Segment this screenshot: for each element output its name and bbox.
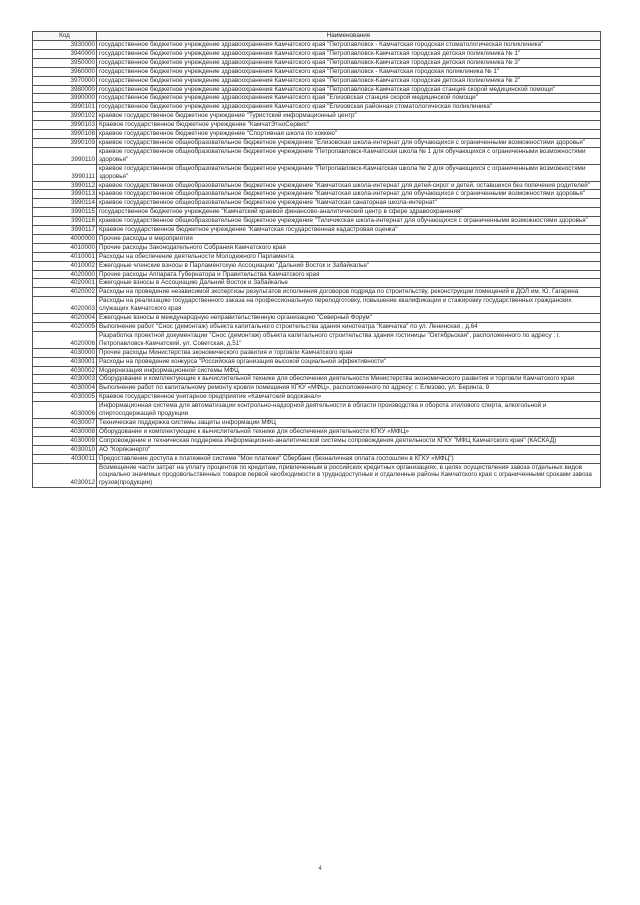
- row-code: 3970000: [33, 76, 97, 85]
- row-name: краевое государственное общеобразовательное бюджетное учреждение "Петропавловск-Камчатская школа № 2 для обучающихся с ограниченными возможностями здоровья": [97, 164, 601, 181]
- row-code: 4030000: [33, 348, 97, 357]
- table-row: [33, 366, 601, 375]
- table-row: [33, 103, 601, 112]
- table-row: [33, 384, 601, 393]
- row-name: краевое государственное общеобразовательное бюджетное учреждение "Камчатская школа-интернат для детей-сирот и детей, оставшихся без попечения родителей": [97, 181, 601, 190]
- row-code: 3990108: [33, 130, 97, 139]
- table-row: [33, 164, 601, 181]
- row-name: краевое государственное общеобразовательное бюджетное учреждение "Тиличикская школа-интернат для обучающихся с ограниченными возможностями здоровья": [97, 217, 601, 226]
- table-row: [33, 252, 601, 261]
- table-row: [33, 41, 601, 50]
- row-name: государственное бюджетное учреждение здравоохранения Камчатского края "Петропавловск-Камчатская городская детская поликлиника № 3": [97, 58, 601, 67]
- row-code: 3990103: [33, 121, 97, 130]
- row-code: 4030005: [33, 393, 97, 402]
- row-name: Техническая поддержка системы защиты информации МФЦ: [97, 418, 601, 427]
- row-code: 3990113: [33, 190, 97, 199]
- table-row: [33, 418, 601, 427]
- table-row: [33, 234, 601, 243]
- row-name: Краевое государственное унитарное предприятие «Камчатский водоканал»: [97, 393, 601, 402]
- row-code: 4030003: [33, 375, 97, 384]
- table-row: [33, 279, 601, 288]
- table-row: [33, 323, 601, 332]
- row-name: Разработка проектной документации "Снос (демонтаж) объекта капитального строительства здания гостиницы "Октябрьская", расположенного по адресу : г. Петропавловск-Камчатский, ул. Советская, д.51": [97, 331, 601, 348]
- row-name: краевое государственное бюджетное учреждение "Туристский информационный центр": [97, 112, 601, 121]
- row-code: 4020004: [33, 314, 97, 323]
- row-code: 3960000: [33, 67, 97, 76]
- row-name: Расходы на обеспечение деятельности Молодежного Парламента: [97, 252, 601, 261]
- table-row: [33, 94, 601, 103]
- row-code: 4030010: [33, 445, 97, 454]
- table-row: [33, 463, 601, 488]
- row-name: Прочие расходы Законодательного Собрания Камчатского края: [97, 243, 601, 252]
- document-sheet: [32, 31, 600, 488]
- row-code: 4030008: [33, 427, 97, 436]
- table-row: [33, 226, 601, 235]
- table-row: [33, 402, 601, 419]
- row-name: Ежегодные взносы в международную неправительственную организацию "Северный Форум": [97, 314, 601, 323]
- row-code: 3990109: [33, 138, 97, 147]
- table-row: [33, 261, 601, 270]
- table-row: [33, 85, 601, 94]
- table-body: [33, 41, 601, 488]
- row-code: 4020002: [33, 288, 97, 297]
- table-row: [33, 297, 601, 314]
- table-row: [33, 199, 601, 208]
- table-row: [33, 436, 601, 445]
- table-row: [33, 348, 601, 357]
- table-row: [33, 445, 601, 454]
- row-code: 3990000: [33, 94, 97, 103]
- table-row: [33, 112, 601, 121]
- row-name: Предоставление доступа к платежной системе "Мои платежи" Сбербанк (безналичная оплата госпошлин в КГКУ «МФЦ"): [97, 454, 601, 463]
- row-name: государственное бюджетное учреждение здравоохранения Камчатского края "Петропавловск - Камчатская городская поликлиника № 1": [97, 67, 601, 76]
- row-name: государственное бюджетное учреждение здравоохранения Камчатского края "Петропавловск-Камчатская городская детская поликлиника № 2": [97, 76, 601, 85]
- row-name: Прочие расходы Аппарата Губернатора и Правительства Камчатского края: [97, 270, 601, 279]
- row-name: краевое государственное общеобразовательное бюджетное учреждение "Камчатская школа-интернат для обучающихся с ограниченными возможностями здоровья": [97, 190, 601, 199]
- table-row: [33, 288, 601, 297]
- page-number: 4: [318, 866, 322, 872]
- row-name: краевое государственное общеобразовательное бюджетное учреждение "Петропавловск-Камчатская школа № 1 для обучающихся с ограниченными возможностями здоровья": [97, 147, 601, 164]
- row-code: 3990116: [33, 217, 97, 226]
- table-row: [33, 375, 601, 384]
- row-code: 3980000: [33, 85, 97, 94]
- table-row: [33, 393, 601, 402]
- row-name: АО "Корякэнерго": [97, 445, 601, 454]
- row-code: 3930000: [33, 41, 97, 50]
- table-row: [33, 130, 601, 139]
- row-code: 3990114: [33, 199, 97, 208]
- code-table: [32, 31, 601, 488]
- row-name: Модернизация информационной системы МФЦ: [97, 366, 601, 375]
- row-code: 3990111: [33, 164, 97, 181]
- table-row: [33, 67, 601, 76]
- row-name: Краевое государственное бюджетное учреждение "КамчатЭтноСервис": [97, 121, 601, 130]
- row-name: Прочие расходы Министерства экономического развития и торговли Камчатского края: [97, 348, 601, 357]
- table-row: [33, 454, 601, 463]
- table-row: [33, 190, 601, 199]
- row-name: Возмещение части затрат на уплату процентов по кредитам, привлеченным в российских кредитных организациях, в целях осуществления завоза отдельных видов социально значимых продовольственных товаров первой необходимости в труднодоступные и отдаленные районы Камчатского края с ограниченными сроками завоза грузов(продукции): [97, 463, 601, 488]
- table-row: [33, 331, 601, 348]
- row-name: государственное бюджетное учреждение здравоохранения Камчатского края "Елизовская районная стоматологическая поликлиника": [97, 103, 601, 112]
- table-header-row: [33, 32, 601, 41]
- row-code: 4010000: [33, 243, 97, 252]
- row-name: Выполнение работ "Снос (демонтаж) объекта капитального строительства здания кинотеатра "Камчатка" по ул. Ленинская , д.64: [97, 323, 601, 332]
- row-code: 4030009: [33, 436, 97, 445]
- row-code: 4020000: [33, 270, 97, 279]
- row-code: 3940000: [33, 49, 97, 58]
- row-name: Расходы на проведение конкурса "Российская организация высокой социальной эффективности": [97, 357, 601, 366]
- row-code: 4020001: [33, 279, 97, 288]
- row-code: 4030002: [33, 366, 97, 375]
- row-code: 3990115: [33, 208, 97, 217]
- table-row: [33, 243, 601, 252]
- row-code: 4030007: [33, 418, 97, 427]
- row-code: 3990110: [33, 147, 97, 164]
- table-row: [33, 49, 601, 58]
- row-code: 4030004: [33, 384, 97, 393]
- table-row: [33, 208, 601, 217]
- row-name: государственное бюджетное учреждение "Камчатский краевой финансово-аналитический центр в сфере здравоохранения": [97, 208, 601, 217]
- row-code: 4030011: [33, 454, 97, 463]
- row-name: Сопровождение и техническая поддержка Информационно-аналитической системы сопровождения деятельности КГКУ "МФЦ Камчатского края" (КАСКАД): [97, 436, 601, 445]
- table-row: [33, 314, 601, 323]
- row-code: 4010002: [33, 261, 97, 270]
- table-row: [33, 138, 601, 147]
- table-row: [33, 357, 601, 366]
- row-code: 3950000: [33, 58, 97, 67]
- row-code: 4030006: [33, 402, 97, 419]
- row-code: 4030012: [33, 463, 97, 488]
- row-code: 4020003: [33, 297, 97, 314]
- row-code: 3990101: [33, 103, 97, 112]
- row-name: Информационная система для автоматизации контрольно-надзорной деятельности в области производства и оборота этилового спирта, алкогольной и спиртосодержащей продукции: [97, 402, 601, 419]
- row-name: Расходы на проведение независимой экспертизы результатов исполнения договоров подряда по строительству, реконструкции помещений в ДОЛ им. Ю. Гагарина: [97, 288, 601, 297]
- code-column-header: Код: [33, 32, 97, 41]
- row-name: государственное бюджетное учреждение здравоохранения Камчатского края "Петропавловск-Камчатская городская станция скорой медицинской помощи": [97, 85, 601, 94]
- row-code: 4020005: [33, 323, 97, 332]
- row-code: 4010001: [33, 252, 97, 261]
- row-code: 4020006: [33, 331, 97, 348]
- row-code: 3990112: [33, 181, 97, 190]
- row-name: государственное бюджетное учреждение здравоохранения Камчатского края "Петропавловск - Камчатская городская стоматологическая поликлиника": [97, 41, 601, 50]
- table-row: [33, 58, 601, 67]
- row-name: краевое государственное общеобразовательное бюджетное учреждение "Камчатская санаторная школа-интернат": [97, 199, 601, 208]
- row-code: 3990102: [33, 112, 97, 121]
- name-column-header: Наименование: [97, 32, 601, 41]
- row-name: государственное бюджетное учреждение здравоохранения Камчатского края "Елизовская станция скорой медицинской помощи": [97, 94, 601, 103]
- table-row: [33, 121, 601, 130]
- table-row: [33, 217, 601, 226]
- table-row: [33, 76, 601, 85]
- table-row: [33, 270, 601, 279]
- table-row: [33, 427, 601, 436]
- row-name: Краевое государственное бюджетное учреждение "Камчатская государственная кадастровая оценка": [97, 226, 601, 235]
- row-name: Ежегодные членские взносы в Парламентскую Ассоциацию "Дальний Восток и Забайкалье": [97, 261, 601, 270]
- table-row: [33, 147, 601, 164]
- row-name: Оборудование и комплектующие к вычислительной технике для обеспечения деятельности Министерства экономического развития и торговли Камчатского края: [97, 375, 601, 384]
- row-name: Расходы на реализацию государственного заказа на профессиональную переподготовку, повышение квалификации и стажировку государственных гражданских служащих Камчатского края: [97, 297, 601, 314]
- row-name: Ежегодные взносы в Ассоциацию Дальний Восток и Забайкалье: [97, 279, 601, 288]
- row-code: 4030001: [33, 357, 97, 366]
- table-row: [33, 181, 601, 190]
- row-name: Прочие расходы и мероприятия: [97, 234, 601, 243]
- row-name: краевое государственное общеобразовательное бюджетное учреждение "Елизовская школа-интернат для обучающихся с ограниченными возможностями здоровья": [97, 138, 601, 147]
- row-name: государственное бюджетное учреждение здравоохранения Камчатского края "Петропавловск-Камчатская городская детская поликлиника № 1": [97, 49, 601, 58]
- row-name: краевое государственное бюджетное учреждение "Спортивная школа по хоккею": [97, 130, 601, 139]
- row-name: Выполнение работ по капитальному ремонту кровли помещения КГКУ «МФЦ», расположенного по адресу: г. Елизово, ул. Беринга, 9: [97, 384, 601, 393]
- row-name: Оборудование и комплектующие к вычислительной технике для обеспечения деятельности КГКУ «МФЦ»: [97, 427, 601, 436]
- row-code: 3990117: [33, 226, 97, 235]
- row-code: 4000000: [33, 234, 97, 243]
